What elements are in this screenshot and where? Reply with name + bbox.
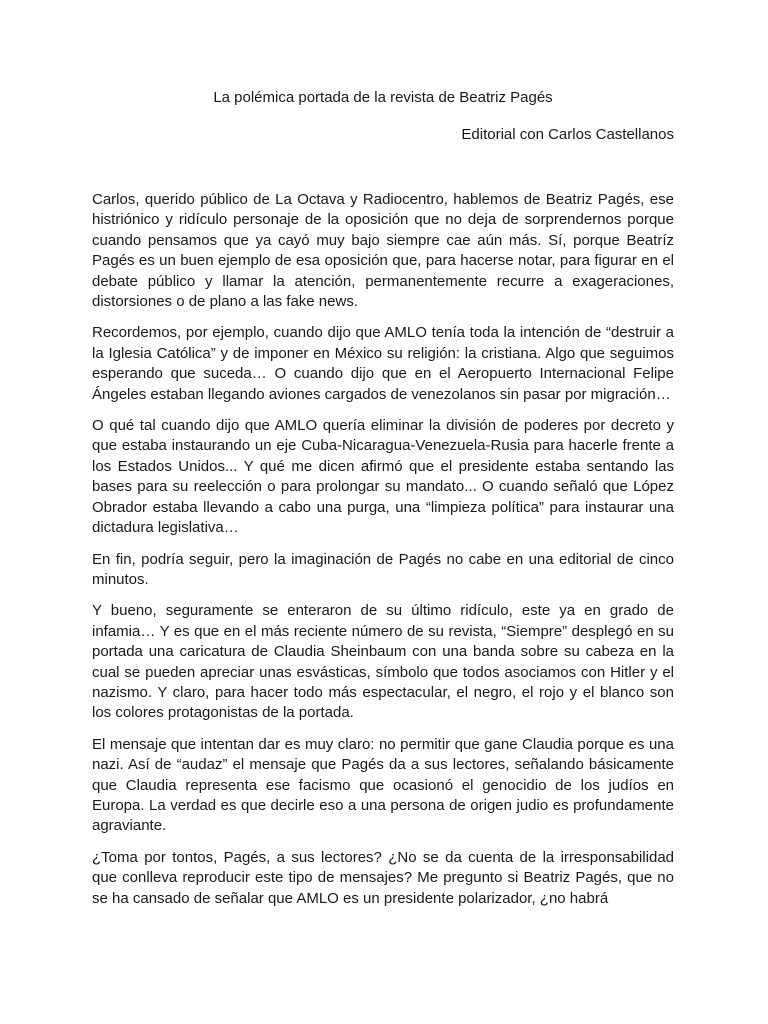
paragraph-1: Carlos, querido público de La Octava y Radiocentro, hablemos de Beatriz Pagés, ese histriónico y ridículo personaje de la oposición que no deja de sorprendernos porque cuando pensamos que ya cayó muy bajo siempre cae aún más. Sí, porque Beatríz Pagés es un buen ejemplo de esa oposición que, para hacerse notar, para figurar en el debate público y llamar la atención, permanentemente recurre a exageraciones, distorsiones o de plano a las fake news. — [92, 191, 674, 311]
paragraph-7: ¿Toma por tontos, Pagés, a sus lectores? ¿No se da cuenta de la irresponsabilidad que conlleva reproducir este tipo de mensajes? Me pregunto si Beatriz Pagés, que no se ha cansado de señalar que AMLO es un presidente polarizador, ¿no habrá — [92, 848, 674, 907]
paragraph-2: Recordemos, por ejemplo, cuando dijo que AMLO tenía toda la intención de “destruir a la Iglesia Católica” y de imponer en México su religión: la cristiana. Algo que seguimos esperando que suceda… O cuando dijo que en el Aeropuerto Internacional Felipe Ángeles estaban llegando aviones cargados de venezolanos sin pasar por migración… — [92, 324, 674, 403]
paragraph-5: Y bueno, seguramente se enteraron de su último ridículo, este ya en grado de infamia… Y es que en el más reciente número de su revista, “Siempre” desplegó en su portada una caricatura de Claudia Sheinbaum con una banda sobre su cabeza en la cual se pueden apreciar unas esvásticas, símbolo que todos asociamos con Hitler y el nazismo. Y claro, para hacer todo más espectacular, el negro, el rojo y el blanco son los colores protagonistas de la portada. — [92, 602, 674, 722]
paragraph-6: El mensaje que intentan dar es muy claro: no permitir que gane Claudia porque es una nazi. Así de “audaz” el mensaje que Pagés da a sus lectores, señalando básicamente que Claudia representa ese facismo que ocasionó el genocidio de los judíos en Europa. La verdad es que decirle eso a una persona de origen judio es profundamente agraviante. — [92, 735, 674, 835]
paragraph-3: O qué tal cuando dijo que AMLO quería eliminar la división de poderes por decreto y que estaba instaurando un eje Cuba-Nicaragua-Venezuela-Rusia para hacerle frente a los Estados Unidos... Y qué me dicen afirmó que el presidente estaba sentando las bases para su reelección o para prolongar su mandato... O cuando señaló que López Obrador estaba llevando a cabo una purga, una “limpieza política” para instaurar una dictadura legislativa… — [92, 417, 674, 537]
document-byline: Editorial con Carlos Castellanos — [461, 126, 674, 143]
paragraph-4: En fin, podría seguir, pero la imaginación de Pagés no cabe en una editorial de cinco minutos. — [92, 550, 674, 588]
document-title: La polémica portada de la revista de Beatriz Pagés — [213, 89, 553, 106]
document-body — [92, 190, 674, 920]
